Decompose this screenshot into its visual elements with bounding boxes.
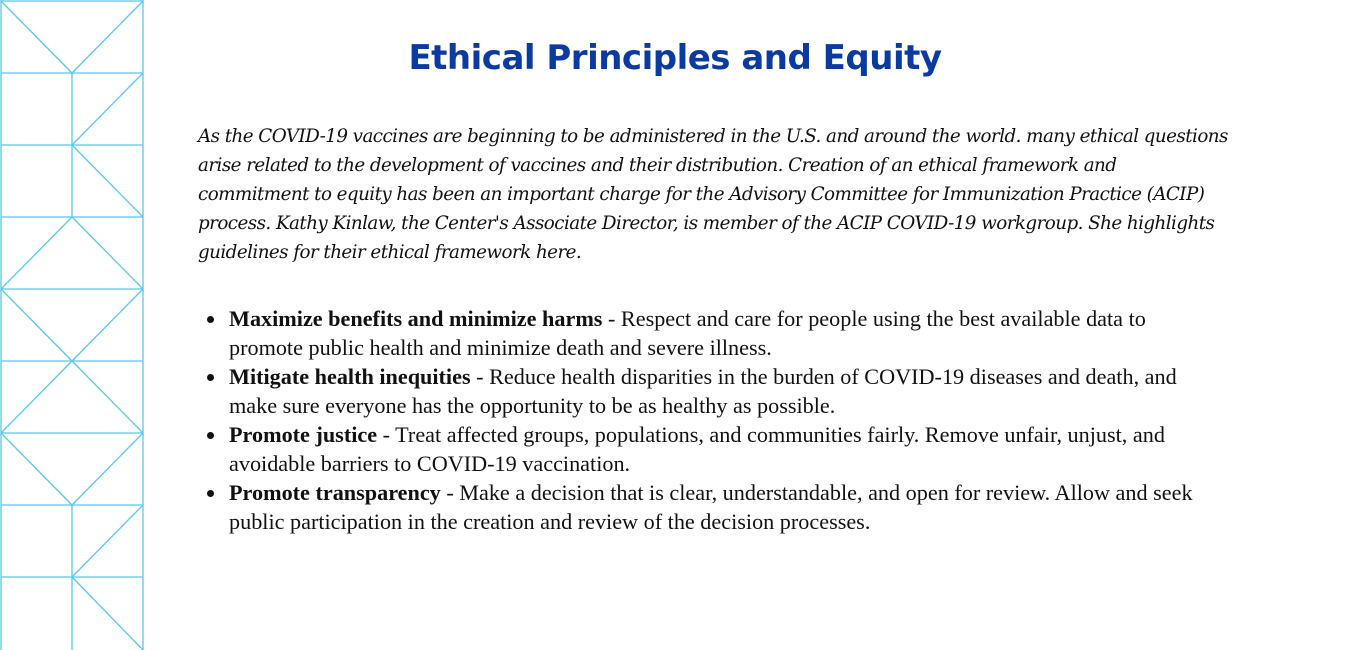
bullet-icon: [207, 432, 214, 439]
list-item: [229, 420, 1219, 478]
principle-title: Promote transparency: [229, 480, 441, 505]
bullet-icon: [207, 374, 214, 381]
pattern-line: [72, 361, 143, 433]
page-title: Ethical Principles and Equity: [408, 38, 942, 78]
list-item: [229, 304, 1219, 362]
pattern-line: [72, 289, 143, 361]
pattern-line: [1, 289, 72, 361]
bullet-icon: [207, 490, 214, 497]
principle-description: - Respect and care for people using the best available data to promote public health and minimize death and severe illness.: [229, 306, 1146, 360]
principles-list: [229, 304, 1219, 536]
principle-title: Maximize benefits and minimize harms: [229, 306, 603, 331]
principle-description: - Reduce health disparities in the burden of COVID-19 diseases and death, and make sure everyone has the opportunity to be as healthy as possible.: [229, 364, 1177, 418]
pattern-line: [1, 361, 72, 433]
pattern-line: [1, 217, 72, 289]
principle-description: - Make a decision that is clear, understandable, and open for review. Allow and seek public participation in the creation and review of the decision processes.: [229, 480, 1193, 534]
pattern-line: [72, 145, 143, 217]
intro-paragraph: As the COVID-19 vaccines are beginning to be administered in the U.S. and around the world. many ethical questions arise related to the development of vaccines and their distribution. Creation of an ethical framework and commitment to equity has been an important charge for the Advisory Committee for Immunization Practice (ACIP) process. Kathy Kinlaw, the Center's Associate Director, is member of the ACIP COVID-19 workgroup. She highlights guidelines for their ethical framework here.: [198, 126, 1228, 263]
bullet-icon: [207, 316, 214, 323]
principle-title: Mitigate health inequities: [229, 364, 471, 389]
pattern-line: [72, 505, 143, 577]
list-item: [229, 362, 1219, 420]
principle-description: - Treat affected groups, populations, and communities fairly. Remove unfair, unjust, and avoidable barriers to COVID-19 vaccination.: [229, 422, 1165, 476]
pattern-line: [72, 433, 143, 505]
pattern-line: [72, 73, 143, 145]
list-item: [229, 478, 1219, 536]
pattern-line: [72, 1, 143, 73]
pattern-line: [72, 217, 143, 289]
principle-title: Promote justice: [229, 422, 378, 447]
pattern-line: [1, 433, 72, 505]
pattern-line: [1, 1, 72, 73]
pattern-line: [72, 577, 143, 650]
decorative-line-pattern: [0, 0, 145, 650]
